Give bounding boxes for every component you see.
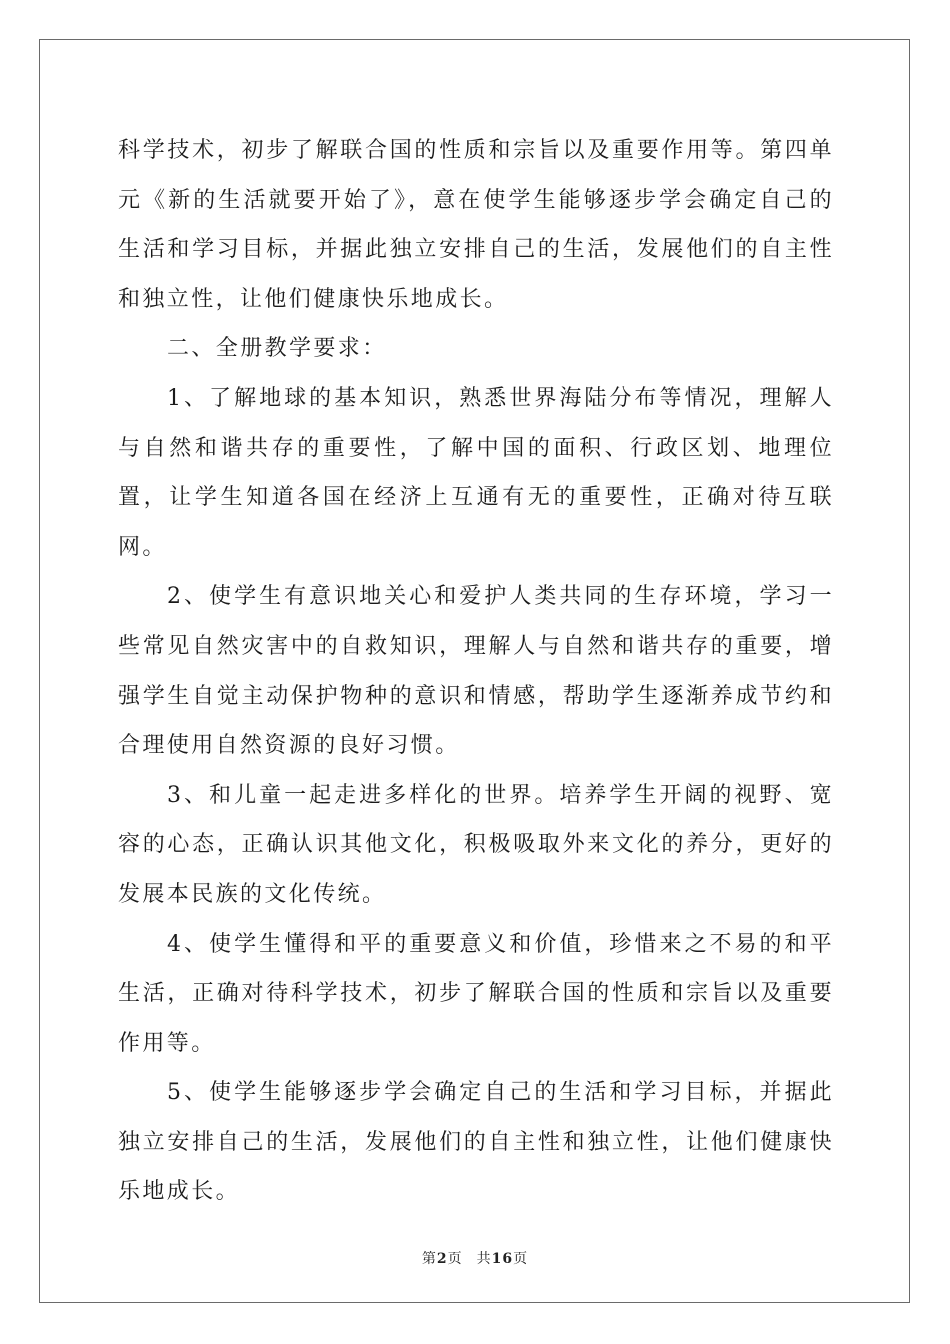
section-heading: 二、全册教学要求： <box>167 336 387 362</box>
intro-paragraph: 科学技术，初步了解联合国的性质和宗旨以及重要作用等。第四单元《新的生活就要开始了》，意在使学生能够逐步学会确定自己的生活和学习目标，并据此独立安排自己的生活，发展他们的自主性和独立性，让他们健康快乐地成长。 <box>118 138 834 312</box>
requirement-item-2: 2、使学生有意识地关心和爱护人类共同的生存环境，学习一些常见自然灾害中的自救知识，理解人与自然和谐共存的重要，增强学生自觉主动保护物种的意识和情感，帮助学生逐渐养成节约和合理使用自然资源的良好习惯。 <box>118 584 834 759</box>
total-suffix: 页 <box>513 1251 529 1267</box>
requirement-item-1: 1、了解地球的基本知识，熟悉世界海陆分布等情况，理解人与自然和谐共存的重要性，了解中国的面积、行政区划、地理位置，让学生知道各国在经济上互通有无的重要性，正确对待互联网。 <box>118 385 834 560</box>
requirement-item-5: 5、使学生能够逐步学会确定自己的生活和学习目标，并据此独立安排自己的生活，发展他们的自主性和独立性，让他们健康快乐地成长。 <box>118 1080 834 1205</box>
page-suffix: 页 <box>447 1251 463 1267</box>
page-footer <box>0 1248 950 1268</box>
requirement-item-4: 4、使学生懂得和平的重要意义和价值，珍惜来之不易的和平生活，正确对待科学技术，初步了解联合国的性质和宗旨以及重要作用等。 <box>118 931 834 1056</box>
page-number: 2 <box>436 1251 448 1267</box>
total-prefix: 共 <box>476 1251 492 1267</box>
total-pages: 16 <box>491 1251 514 1267</box>
document-body <box>118 126 834 1217</box>
page-prefix: 第 <box>421 1251 437 1267</box>
requirement-item-3: 3、和儿童一起走进多样化的世界。培养学生开阔的视野、宽容的心态，正确认识其他文化，积极吸取外来文化的养分，更好的发展本民族的文化传统。 <box>118 782 834 907</box>
